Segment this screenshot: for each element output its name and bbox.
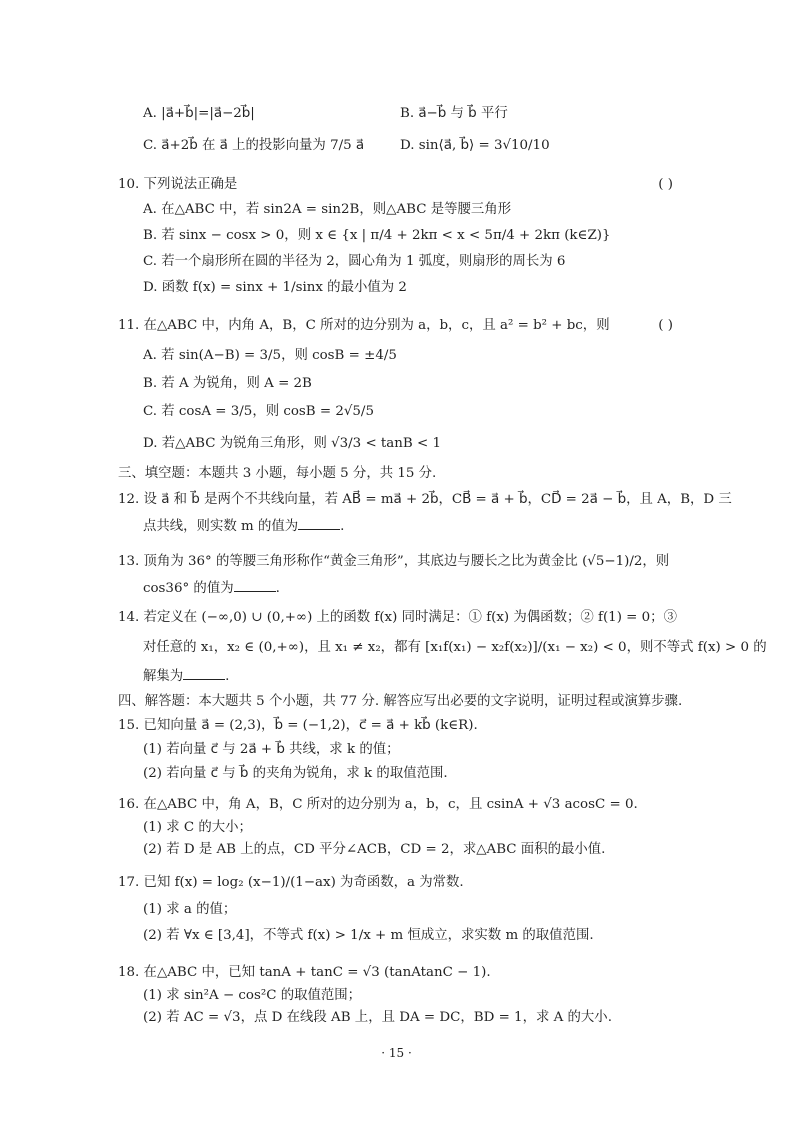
q10-stem: 10. 下列说法正确是	[118, 177, 238, 192]
q11-option-d: D. 若△ABC 为锐角三角形，则 √3/3 < tanB < 1	[143, 436, 441, 451]
q15-part2: (2) 若向量 c⃗ 与 b⃗ 的夹角为锐角，求 k 的取值范围.	[143, 766, 448, 781]
q10-option-d: D. 函数 f(x) = sinx + 1/sinx 的最小值为 2	[143, 280, 407, 295]
q13-line2-text: cos36° 的值为	[143, 581, 234, 596]
q17-stem: 17. 已知 f(x) = log₂ (x−1)/(1−ax) 为奇函数，a 为常数.	[118, 875, 464, 890]
q10-option-c: C. 若一个扇形所在圆的半径为 2，圆心角为 1 弧度，则扇形的周长为 6	[143, 254, 566, 269]
q10-option-a: A. 在△ABC 中，若 sin2A = sin2B，则△ABC 是等腰三角形	[143, 202, 512, 217]
q14-line3-text: 解集为	[143, 669, 184, 684]
q13-answer-blank[interactable]	[234, 578, 276, 592]
q13-line2-end: .	[275, 581, 280, 596]
q14-line3	[143, 666, 229, 687]
q14-line1: 14. 若定义在 (−∞,0) ∪ (0,+∞) 上的函数 f(x) 同时满足：① f(x) 为偶函数；② f(1) = 0；③	[118, 610, 677, 625]
q11-option-c: C. 若 cosA = 3/5，则 cosB = 2√5/5	[143, 404, 374, 419]
q13-line1: 13. 顶角为 36° 的等腰三角形称作“黄金三角形”，其底边与腰长之比为黄金比 (√5−1)/2，则	[118, 554, 670, 569]
q17-part2: (2) 若 ∀x ∈ [3,4]，不等式 f(x) > 1/x + m 恒成立，求实数 m 的取值范围.	[143, 928, 594, 943]
q16-stem: 16. 在△ABC 中，角 A，B，C 所对的边分别为 a，b，c，且 csinA + √3 acosC = 0.	[118, 797, 638, 812]
q11-answer-bracket: ( )	[658, 318, 673, 333]
q9-option-d: D. sin⟨a⃗, b⃗⟩ = 3√10/10	[400, 138, 550, 153]
q14-line3-end: .	[225, 669, 230, 684]
q11-stem: 11. 在△ABC 中，内角 A，B，C 所对的边分别为 a，b，c，且 a² = b² + bc，则	[118, 318, 610, 333]
q9-option-c: C. a⃗+2b⃗ 在 a⃗ 上的投影向量为 7/5 a⃗	[143, 138, 365, 153]
q10-answer-bracket: ( )	[658, 177, 673, 192]
q11-option-a: A. 若 sin(A−B) = 3/5，则 cosB = ±4/5	[143, 348, 397, 363]
q15-stem: 15. 已知向量 a⃗ = (2,3)，b⃗ = (−1,2)，c⃗ = a⃗ + kb⃗ (k∈R).	[118, 718, 478, 733]
q18-stem: 18. 在△ABC 中，已知 tanA + tanC = √3 (tanAtanC − 1).	[118, 965, 491, 980]
q9-option-b: B. a⃗−b⃗ 与 b⃗ 平行	[400, 106, 508, 121]
q12-line2	[143, 516, 344, 537]
q18-part1: (1) 求 sin²A − cos²C 的取值范围；	[143, 988, 362, 1003]
q12-answer-blank[interactable]	[298, 516, 340, 530]
q9-option-a: A. |a⃗+b⃗|=|a⃗−2b⃗|	[143, 106, 255, 121]
q17-part1: (1) 求 a 的值；	[143, 902, 237, 917]
q12-line2-end: .	[340, 519, 345, 534]
q18-part2: (2) 若 AC = √3，点 D 在线段 AB 上，且 DA = DC，BD = 1，求 A 的大小.	[143, 1010, 612, 1025]
q13-line2	[143, 578, 280, 599]
q11-option-b: B. 若 A 为锐角，则 A = 2B	[143, 376, 312, 391]
q12-line1: 12. 设 a⃗ 和 b⃗ 是两个不共线向量，若 AB⃗ = ma⃗ + 2b⃗，CB⃗ = a⃗ + b⃗，CD⃗ = 2a⃗ − b⃗，且 A，B，D 三	[118, 492, 732, 507]
q16-part1: (1) 求 C 的大小；	[143, 820, 252, 835]
page-number: · 15 ·	[381, 1046, 412, 1060]
section4-heading: 四、解答题：本大题共 5 个小题，共 77 分. 解答应写出必要的文字说明，证明过程或演算步骤.	[118, 694, 683, 709]
q14-line2: 对任意的 x₁，x₂ ∈ (0,+∞)，且 x₁ ≠ x₂，都有 [x₁f(x₁) − x₂f(x₂)]/(x₁ − x₂) < 0，则不等式 f(x) > 0 的	[143, 640, 767, 655]
q12-line2-text: 点共线，则实数 m 的值为	[143, 519, 299, 534]
section3-heading: 三、填空题：本题共 3 小题，每小题 5 分，共 15 分.	[118, 466, 437, 481]
q14-answer-blank[interactable]	[183, 666, 225, 680]
q16-part2: (2) 若 D 是 AB 上的点，CD 平分∠ACB，CD = 2，求△ABC 面积的最小值.	[143, 842, 606, 857]
q15-part1: (1) 若向量 c⃗ 与 2a⃗ + b⃗ 共线，求 k 的值；	[143, 742, 400, 757]
q10-option-b: B. 若 sinx − cosx > 0，则 x ∈ {x | π/4 + 2kπ < x < 5π/4 + 2kπ (k∈Z)}	[143, 228, 611, 243]
